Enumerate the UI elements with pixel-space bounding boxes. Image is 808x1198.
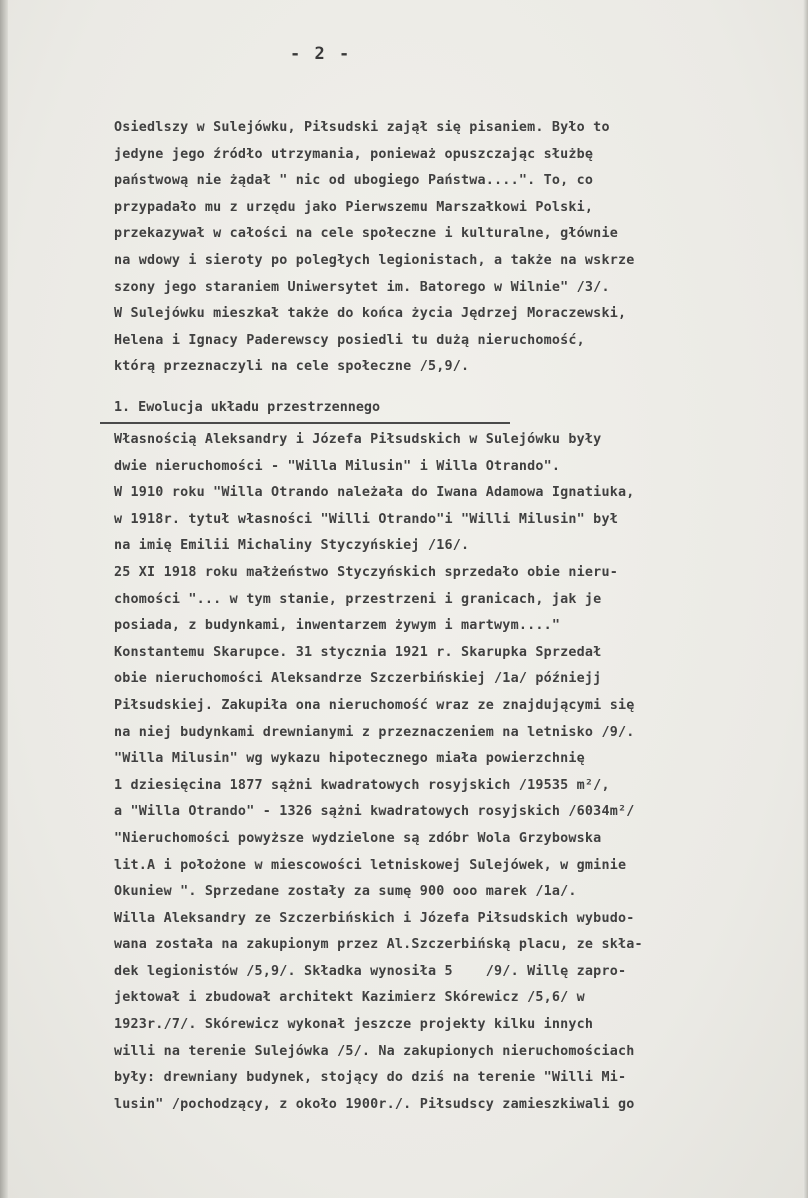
text-line: W 1910 roku "Willa Otrando należała do Iwana Adamowa Ignatiuka, [114,485,635,501]
text-line: lit.A i położone w miescowości letniskowej Sulejówek, w gminie [114,857,627,873]
text-line: w 1918r. tytuł własności "Willi Otrando"i "Willi Milusin" był [114,511,618,527]
text-line: dek legionistów /5,9/. Składka wynosiła 5 /9/. Willę zapro- [114,963,627,979]
section-heading: 1. Ewolucja układu przestrzennego [114,400,381,415]
text-line: Konstantemu Skarupce. 31 stycznia 1921 r. Skarupka Sprzedał [114,644,602,660]
text-line: a "Willa Otrando" - 1326 sążni kwadratowych rosyjskich /6034m²/ [114,804,635,820]
text-line: Helena i Ignacy Paderewscy posiedli tu dużą nieruchomość, [114,332,585,348]
heading-underline [100,422,510,424]
text-line: posiada, z budynkami, inwentarzem żywym i martwym...." [114,618,561,634]
text-line: jektował i zbudował architekt Kazimierz Skórewicz /5,6/ w [114,990,585,1006]
text-line: Osiedlszy w Sulejówku, Piłsudski zajął się pisaniem. Było to [114,120,610,135]
text-line: Okuniew ". Sprzedane zostały za sumę 900 ooo marek /1a/. [114,884,577,900]
text-line: 1 dziesięcina 1877 sążni kwadratowych rosyjskich /19535 m²/, [114,777,610,793]
text-line: lusin" /pochodzący, z około 1900r./. Piłsudscy zamieszkiwali go [114,1096,635,1112]
text-line: "Nieruchomości powyższe wydzielone są zdóbr Wola Grzybowska [114,830,602,846]
text-line: chomości "... w tym stanie, przestrzeni i granicach, jak je [114,591,602,607]
text-line: jedyne jego źródło utrzymania, ponieważ opuszczając służbę [114,146,594,162]
text-line: Willa Aleksandry ze Szczerbińskich i Józefa Piłsudskich wybudo- [114,910,635,926]
text-line: Piłsudskiej. Zakupiła ona nieruchomość wraz ze znajdującymi się [114,697,635,713]
text-line: szony jego staraniem Uniwersytet im. Batorego w Wilnie" /3/. [114,279,610,295]
text-line: przypadało mu z urzędu jako Pierwszemu Marszałkowi Polski, [114,199,594,215]
text-line: na imię Emilii Michaliny Styczyńskiej /16/. [114,538,470,554]
text-line: przekazywał w całości na cele społeczne i kulturalne, głównie [114,226,618,242]
text-line: Własnością Aleksandry i Józefa Piłsudskich w Sulejówku były [114,432,602,447]
text-line: 25 XI 1918 roku małżeństwo Styczyńskich sprzedało obie nieru- [114,564,618,580]
text-line: obie nieruchomości Aleksandrze Szczerbińskiej /1a/ późniejj [114,671,602,687]
text-line: którą przeznaczyli na cele społeczne /5,9/. [114,359,470,375]
text-line: willi na terenie Sulejówka /5/. Na zakupionych nieruchomościach [114,1043,635,1059]
text-line: wana została na zakupionym przez Al.Szczerbińską placu, ze skła- [114,937,643,953]
text-line: "Willa Milusin" wg wykazu hipotecznego miała powierzchnię [114,751,585,767]
text-line: dwie nieruchomości - "Willa Milusin" i Willa Otrando". [114,458,561,474]
text-line: na niej budynkami drewnianymi z przeznaczeniem na letnisko /9/. [114,724,635,740]
text-line: były: drewniany budynek, stojący do dziś na terenie "Willi Mi- [114,1070,627,1086]
page-number: - 2 - [290,44,352,64]
scan-right-edge [803,0,808,1198]
text-line: W Sulejówku mieszkał także do końca życia Jędrzej Moraczewski, [114,306,627,322]
text-line: 1923r./7/. Skórewicz wykonał jeszcze projekty kilku innych [114,1017,594,1033]
text-line: państwową nie żądał " nic od ubogiego Państwa....". To, co [114,173,594,189]
scan-left-edge [0,0,8,1198]
paragraph-sulejowek-residents [114,115,794,381]
text-line: na wdowy i sieroty po poległych legionistach, a także na wskrze [114,252,635,268]
paragraph-spatial-evolution [114,427,794,1118]
